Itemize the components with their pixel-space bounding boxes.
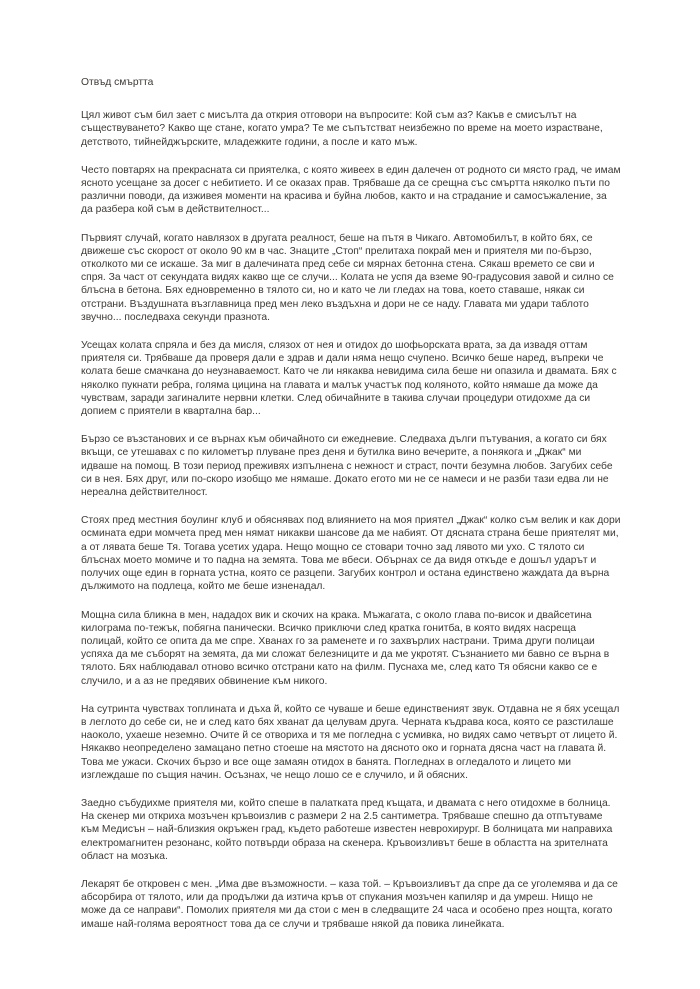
paragraph-8: На сутринта чувствах топлината и дъха й, който се чуваше и беше единственият звук. Отдавна не я бях усещал в леглото до себе си, не и след като бях хванат да целувам друга. Черната къдрава коса, която се разстилаше наоколо, ухаеше неземно. Очите й се отвориха и тя ме погледна с усмивка, но видях само четвърт от лицето й. Някакво неопределено замацано петно стоеше на мястото на дясното око и горната дясна част на главата й. Това ме ужаси. Скочих бързо и все още замаян отидох в банята. Погледнах в огледалото и лицето ми изглеждаше по същия начин. Осъзнах, че нещо лошо се е случило, и й обясних. [81, 703, 620, 781]
paragraph-9: Заедно събудихме приятеля ми, който спеше в палатката пред къщата, и двамата с него отидохме в болница. На скенер ми откриха мозъчен кръвоизлив с размери 2 на 2.5 сантиметра. Трябваше спешно да отпътуваме към Медисън – най-близкия окръжен град, където работеше известен неврохирург. В болницата ми направиха електромагнитен резонанс, който потвърди образа на скенера. Кръвоизливът беше в областта на зрителната област на мозъка. [81, 797, 613, 862]
document-title: Отвъд смъртта [81, 77, 154, 88]
document-body [81, 76, 621, 946]
paragraph-2: Често повтарях на прекрасната си приятелка, с която живеех в един далечен от родното си място град, че имам ясното усещане за досег с небитието. И се оказах прав. Трябваше да се срещна със смъртта няколко пъти по различни поводи, да изживея моменти на красива и буйна любов, както и на страдание и самосъжаление, за да разбера кой съм в действителност... [81, 164, 621, 216]
paragraph-7: Мощна сила бликна в мен, нададох вик и скочих на крака. Мъжагата, с около глава по-висок и двайсетина килограма по-тежък, побягна панически. Всичко приключи след кратка гонитба, в която видях насреща полицай, който се опита да ме спре. Хванах го за раменете и го захвърлих настрани. Трима други полицаи успяха да ме съборят на земята, да ми сложат белезниците и да ме укротят. Съзнанието ми бавно се върна в тялото. Бях наблюдавал отново всичко отстрани като на филм. Пуснаха ме, след като Тя обясни какво се е случило, и а аз не предявих обвинение към никого. [81, 609, 610, 687]
paragraph-3: Първият случай, когато навлязох в другата реалност, беше на пътя в Чикаго. Автомобилът, в който бях, се движеше със скорост от около 90 км в час. Знаците „Стоп“ прелитаха покрай мен и приятеля ми по-бързо, отколкото ми се искаше. За миг в далечината пред себе си мярнах бетонна стена. Сякаш времето се сви и спря. За част от секундата видях какво ще се случи... Колата не успя да вземе 90-градусовия завой и силно се блъсна в бетона. Бях едновременно в тялото си, но и като че ли гледах на това, което ставаше, някак си отстрани. Въздушната възглавница пред мен леко въздъхна и дори не се наду. Главата ми удари таблото звучно... последваха секунди празнота. [81, 232, 614, 323]
paragraph-1: Цял живот съм бил зает с мисълта да открия отговори на въпросите: Кой съм аз? Какъв е смисълът на съществуването? Какво ще стане, когато умра? Те ме съпътстват неизбежно по време на моето израстване, детството, тийнейджърските, младежките години, а после и като мъж. [81, 110, 603, 148]
paragraph-6: Стоях пред местния боулинг клуб и обяснявах под влиянието на моя приятел „Джак“ колко съм велик и как дори осмината едри момчета пред мен нямат никакви шансове да ме набият. От дясната страна беше приятелят ми, а от лявата беше Тя. Тогава усетих удара. Нещо мощно се стовари точно зад лявото ми ухо. С тялото си блъснах моето момиче и то падна на земята. Това ме вбеси. Обърнах се да видя откъде е дошъл ударът и получих още един в горната устна, която се разцепи. Загубих контрол и остана единствено жаждата да върна дължимото на подлеца, който ме беше изненадал. [81, 515, 621, 593]
paragraph-5: Бързо се възстанових и се върнах към обичайното си ежедневие. Следваха дълги пътувания, а когато си бях вкъщи, се утешавах с по километър плуване през деня и бутилка вино вечерите, а понякога и „Джак“ ми идваше на помощ. В този период преживях изпълнена с нежност и страст, почти безумна любов. Загубих себе си в нея. Бях друг, или по-скоро изобщо ме нямаше. Докато егото ми не се намеси и не разби тази едва ли не нереална действителност. [81, 434, 613, 499]
paragraph-4: Усещах колата спряла и без да мисля, слязох от нея и отидох до шофьорската врата, за да извадя оттам приятеля си. Трябваше да проверя дали е здрав и дали няма нещо счупено. Всичко беше наред, въпреки че колата беше смачкана до неузнаваемост. Като че ли някаква невидима сила беше ни опазила и двамата. Бях с няколко пукнати ребра, голяма цицина на главата и малък участък под коляното, който нямаше да може да чувствам, заради загиналите нервни клетки. След обичайните в такива случаи процедури отидохме да си допием с приятели в квартална бар... [81, 340, 617, 418]
paragraph-10: Лекарят бе откровен с мен. „Има две възможности. – каза той. – Кръвоизливът да спре да се уголемява и да се абсорбира от тялото, или да продължи да изтича кръв от спукания мозъчен капиляр и да умреш. Нищо не може да се направи“. Помолих приятеля ми да стои с мен в следващите 24 часа и особено през нощта, когато имаше най-голяма вероятност това да се случи и трябваше някой да повика линейката. [81, 878, 618, 930]
